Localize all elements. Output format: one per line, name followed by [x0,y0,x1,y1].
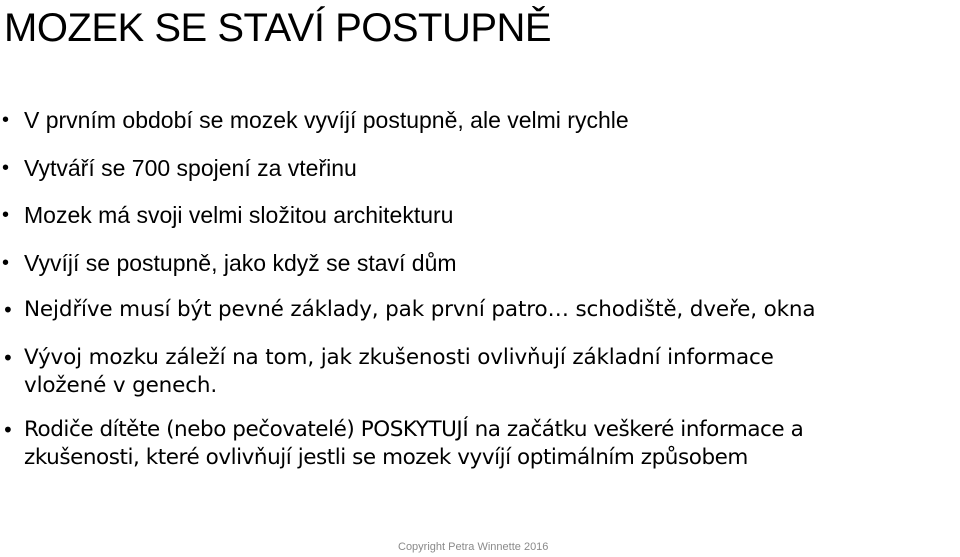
bullet-item [0,154,960,182]
bullet-dot: • [2,298,14,322]
bullet-list [0,106,960,488]
slide-title: MOZEK SE STAVÍ POSTUPNĚ [4,6,552,50]
bullet-item [0,249,960,277]
bullet-text-line-1: Rodiče dítěte (nebo pečovatelé) POSKYTUJÍ na začátku veškeré informace a [24,416,804,442]
bullet-item [0,201,960,229]
bullet-dot: • [2,156,10,179]
bullet-text: Mozek má svoji velmi složitou architekturu [24,202,454,228]
bullet-text-line-2: zkušenosti, které ovlivňují jestli se mozek vyvíjí optimálním způsobem [24,444,748,470]
bullet-text: V prvním období se mozek vyvíjí postupně, ale velmi rychle [24,107,629,133]
bullet-item [0,416,960,472]
bullet-item [0,106,960,134]
bullet-text: Vyvíjí se postupně, jako když se staví dům [24,249,457,276]
bullet-dot: • [2,251,10,274]
copyright-footer: Copyright Petra Winnette 2016 [398,541,549,553]
bullet-text: Vytváří se 700 spojení za vteřinu [24,154,357,181]
bullet-dot: • [2,204,10,226]
bullet-item [0,296,960,324]
bullet-dot: • [2,345,14,370]
bullet-text-line-2: vložené v genech. [24,372,218,398]
bullet-text-line-1: Vývoj mozku záleží na tom, jak zkušenosti ovlivňují základní informace [24,344,774,370]
bullet-dot: • [2,109,10,131]
bullet-item [0,344,960,400]
bullet-text: Nejdříve musí být pevné základy, pak první patro… schodiště, dveře, okna [24,297,816,322]
bullet-dot: • [2,417,14,442]
